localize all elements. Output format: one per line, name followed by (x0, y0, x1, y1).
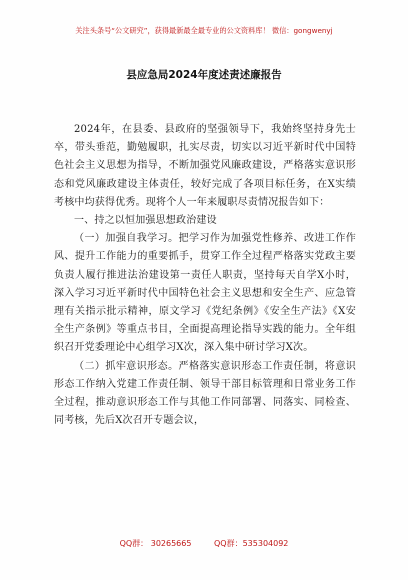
paragraph-intro: 2024年，在县委、县政府的坚强领导下，我始终坚持身先士卒，带头垂范，勤勉履职，扎实尽责，切实以习近平新时代中国特色社会主义思想为指导，不断加强党风廉政建设，严格落实意识形态和党风廉政建设主体责任，较好完成了各项目标任务，在X实绩考核中均获得优秀。现将个人一年来履职尽责情况报告如下： (54, 124, 356, 208)
document-body (54, 121, 356, 430)
header-banner: 关注头条号“公文研究”，获得最新最全最专业的公文资料库！ 微信：gongwenyj (75, 26, 333, 35)
paragraph-self-study: （一）加强自我学习。把学习作为加强党性修养、改进工作作风、提升工作能力的重要抓手，贯穿工作全过程严格落实党政主要负责人履行推进法治建设第一责任人职责，坚持每天自学X小时，深入学习习近平新时代中国特色社会主义思想和安全生产、应急管理有关指示批示精神，原文学习《党纪条例》《安全生产法》《X安全生产条例》等重点书目，全面提高理论指导实践的能力。全年组织召开党委理论中心组学习X次，深入集中研讨学习X次。 (54, 233, 356, 354)
footer-qq-group-1: QQ群： 30265665 (119, 539, 192, 548)
section-heading-1: 一、持之以恒加强思想政治建设 (74, 215, 217, 227)
document-title: 县应急局2024年度述责述廉报告 (126, 69, 282, 81)
footer-qq-group-2: QQ群：535304092 (214, 539, 289, 548)
paragraph-ideology: （二）抓牢意识形态。严格落实意识形态工作责任制，将意识形态工作纳入党建工作责任制、领导干部目标管理和日常业务工作全过程，推动意识形态工作与其他工作同部署、同落实、同检查、同考核，先后X次召开专题会议， (54, 360, 356, 427)
footer-contact (0, 538, 408, 549)
